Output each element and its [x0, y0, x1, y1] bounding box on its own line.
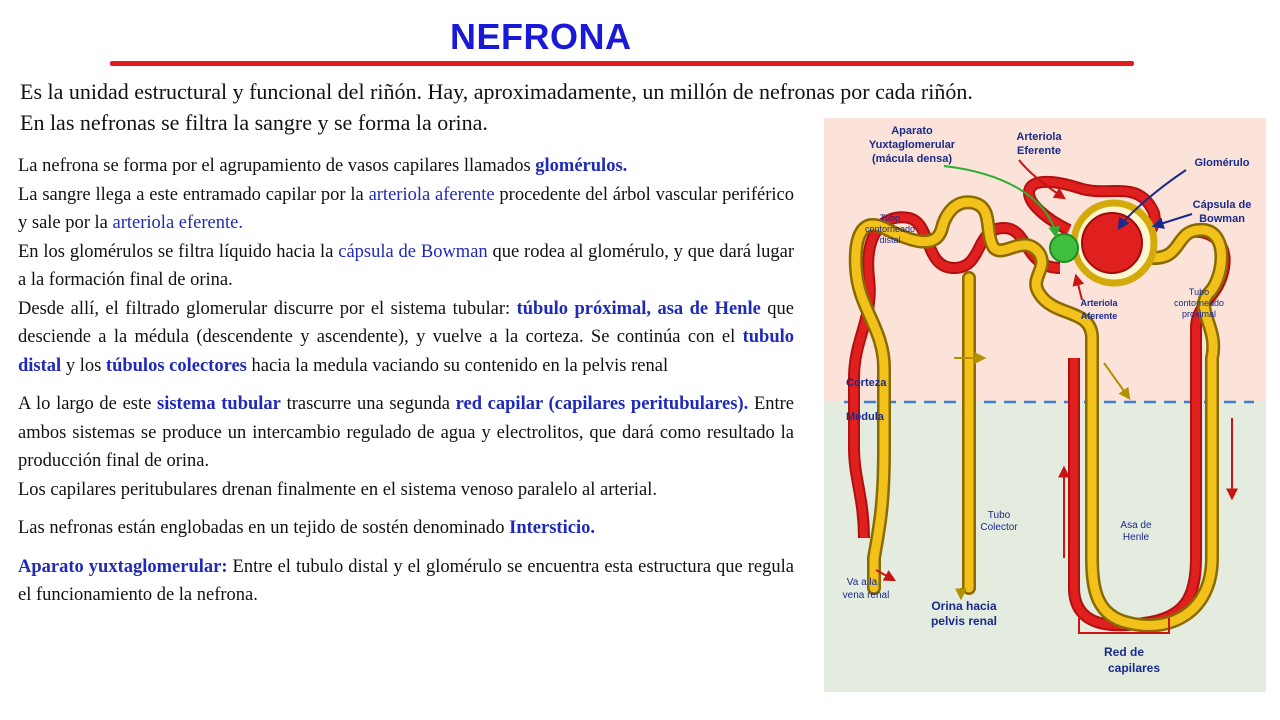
label-aparato-3: (mácula densa): [871, 153, 953, 165]
text-span: Entre ambos sistemas se produce un intercambio regulado de agua y electrolitos, que dará como resultado la producción final de orina.: [18, 394, 795, 471]
text-span: trascurre una segunda: [280, 394, 456, 414]
paragraph-sistema-tubular: [18, 295, 794, 381]
label-capsula-2: Bowman: [1199, 213, 1245, 225]
paragraph-bowman: [18, 238, 794, 295]
text-span: Las nefronas están englobadas en un tejido de sostén denominado: [18, 518, 510, 538]
text-span: Entre el tubulo distal y el glomérulo se encuentra esta estructura que regula el funcionamiento de la nefrona.: [18, 556, 794, 605]
label-henle-1: Asa de: [1120, 520, 1152, 531]
text-span: La sangre llega a este entramado capilar por la: [18, 184, 369, 205]
label-aferente-1: Arteriola: [1080, 298, 1118, 308]
term-sistema-tubular: sistema tubular: [157, 394, 281, 414]
label-orina-1: Orina hacia: [931, 599, 997, 613]
text-span: En los glomérulos se filtra líquido hacia la: [18, 241, 339, 262]
label-medula: Médula: [846, 411, 884, 423]
paragraph-glomerulos: [18, 152, 794, 181]
paragraph-red-capilar: [18, 390, 794, 476]
nephron-diagram: [824, 118, 1266, 692]
term-intersticio: Intersticio.: [509, 518, 595, 538]
label-proximal-2: contorneado: [1173, 298, 1225, 308]
label-colector-1: Tubo: [987, 510, 1011, 521]
paragraph-intersticio: [18, 514, 794, 543]
text-span: y los: [61, 355, 106, 376]
term-tubulo-distal: tubulo distal: [18, 327, 794, 376]
label-eferente-1: Arteriola: [1016, 131, 1062, 143]
term-capsula-bowman: cápsula de Bowman: [338, 241, 488, 262]
label-red-1: Red de: [1103, 645, 1145, 659]
label-orina-2: pelvis renal: [930, 614, 998, 628]
label-proximal-3: proximal: [1181, 309, 1217, 319]
page-title: NEFRONA: [450, 16, 632, 57]
label-aparato-1: Aparato: [891, 125, 933, 137]
label-distal-2: contorneado: [864, 224, 916, 234]
term-tubulos-colectores: túbulos colectores: [105, 355, 247, 376]
label-eferente-2: Eferente: [1016, 145, 1062, 157]
glomerulus: [1082, 213, 1142, 273]
text-span: Desde allí, el filtrado glomerular discurre por el sistema tubular:: [18, 298, 517, 319]
label-colector-2: Colector: [980, 522, 1018, 533]
text-span: que desciende a la médula (descendente y ascendente), y vuelve a la corteza. Se continúa con el: [18, 298, 794, 347]
term-tubulo-proximal: túbulo próximal: [516, 298, 647, 319]
paragraph-arteriolas: [18, 181, 794, 238]
term-red-capilar: red capilar (capilares peritubulares).: [455, 394, 749, 414]
text-span: La nefrona se forma por el agrupamiento de vasos capilares llamados: [18, 156, 536, 176]
text-span: A lo largo de este: [18, 394, 158, 414]
intro-line-1: Es la unidad estructural y funcional del riñón. Hay, aproximadamente, un millón de nefronas por cada riñón.: [20, 79, 973, 104]
paragraph-yuxtaglomerular: [18, 553, 794, 610]
macula-densa: [1050, 234, 1078, 262]
paragraph-venoso: Los capilares peritubulares drenan finalmente en el sistema venoso paralelo al arterial.: [18, 479, 658, 500]
label-distal-3: distal: [879, 235, 901, 245]
text-span: que rodea al glomérulo, y que dará lugar a la formación final de orina.: [18, 241, 794, 290]
term-aparato-yuxtaglomerular: Aparato yuxtaglomerular:: [18, 556, 228, 577]
term-arteriola-aferente: arteriola aferente: [368, 184, 495, 205]
label-vena-2: vena renal: [842, 590, 890, 601]
label-distal-1: Tubo: [879, 213, 901, 223]
label-capsula-1: Cápsula de: [1192, 199, 1252, 211]
title-underline: [110, 61, 1134, 66]
label-proximal-1: Tubo: [1188, 287, 1210, 297]
label-aferente-2: Aferente: [1080, 311, 1118, 321]
term-arteriola-eferente: arteriola eferente.: [112, 213, 243, 233]
body-text: [18, 152, 794, 610]
text-span: hacia la medula vaciando su contenido en la pelvis renal: [246, 355, 669, 376]
term-glomerulos: glomérulos.: [535, 156, 628, 176]
label-corteza: Corteza: [846, 377, 887, 389]
text-span: ,: [646, 298, 658, 319]
label-aparato-2: Yuxtaglomerular: [868, 139, 956, 151]
intro-line-2: En las nefronas se filtra la sangre y se forma la orina.: [20, 110, 488, 135]
label-glomerulo: Glomérulo: [1194, 157, 1250, 169]
term-asa-henle: asa de Henle: [657, 298, 761, 319]
text-span: procedente del árbol vascular periférico y sale por la: [18, 184, 794, 233]
label-vena-1: Va a la: [846, 577, 878, 588]
label-henle-2: Henle: [1122, 532, 1150, 543]
label-red-2: capilares: [1107, 661, 1161, 675]
